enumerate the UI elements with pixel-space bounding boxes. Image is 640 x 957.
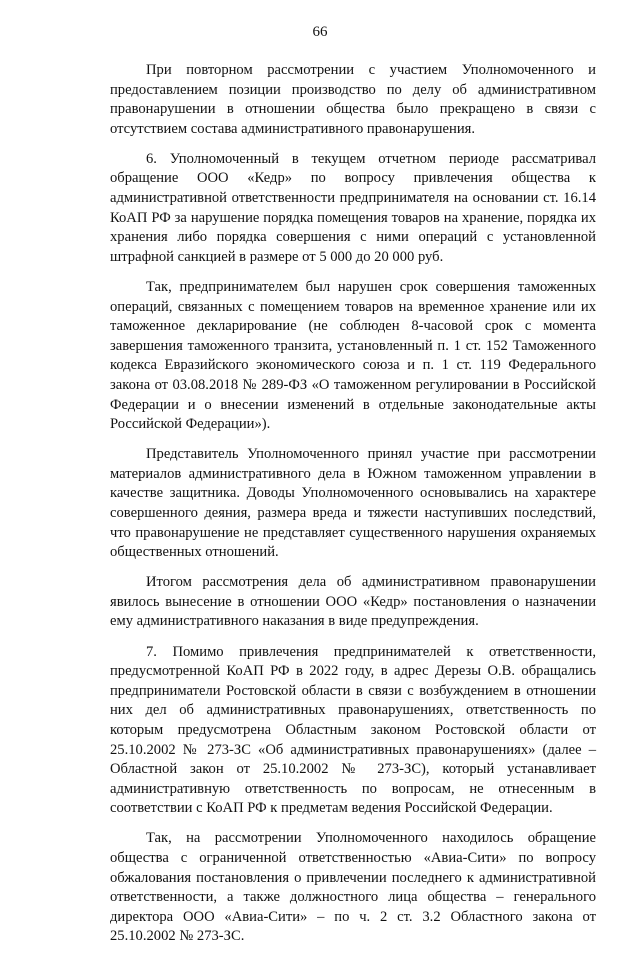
page-number: 66 [312,24,328,40]
document-body [110,61,596,957]
paragraph-case-result: Итогом рассмотрения дела об административном правонарушении явилось вынесение в отношении ООО «Кедр» постановления о назначении ему административного наказания в виде предупреждения. [110,574,596,630]
paragraph-avia-city-appeal: Так, на рассмотрении Уполномоченного находилось обращение общества с ограниченной ответственностью «Авиа-Сити» по вопросу обжалования постановления о привлечении последнего к административной ответственности, а также должностного лица общества – генерального директора ООО «Авиа-Сити» – по ч. 2 ст. 3.2 Областного закона от 25.10.2002 № 273-ЗС. [110,830,596,945]
paragraph-item-6-kedr-appeal: 6. Уполномоченный в текущем отчетном периоде рассматривал обращение ООО «Кедр» по вопросу привлечения общества к административной ответственности предпринимателя на основании ст. 16.14 КоАП РФ за нарушение порядка помещения товаров на хранение, порядка их хранения либо порядка совершения с ними операций с установленной штрафной санкцией в размере от 5 000 до 20 000 руб. [110,150,596,265]
paragraph-review-outcome: При повторном рассмотрении с участием Уполномоченного и предоставлением позиции производство по делу об административном правонарушении в отношении общества было прекращено в связи с отсутствием состава административного правонарушения. [110,62,596,137]
paragraph-customs-violation: Так, предпринимателем был нарушен срок совершения таможенных операций, связанных с помещением товаров на временное хранение или их таможенное декларирование (не соблюден 8-часовой срок с момента завершения таможенного транзита, установленный п. 1 ст. 152 Таможенного кодекса Евразийского экономического союза и п. 1 ст. 119 Федерального закона от 03.08.2018 № 289-ФЗ «О таможенном регулировании в Российской Федерации и о внесении изменений в отдельные законодательные акты Российской Федерации»). [110,278,596,433]
paragraph-item-7-regional-law: 7. Помимо привлечения предпринимателей к ответственности, предусмотренной КоАП РФ в 2022 году, в адрес Дерезы О.В. обращались предприниматели Ростовской области в связи с возбуждением в отношении них дел об административных правонарушениях, ответственность по которым предусмотрена Областным законом Ростовской области от 25.10.2002 № 273-ЗС «Об административных правонарушениях» (далее – Областной закон от 25.10.2002 № 273-ЗС), который устанавливает административную ответственность по вопросам, не отнесенным в соответствии с КоАП РФ к предметам ведения Российской Федерации. [110,643,596,817]
paragraph-representative-defense: Представитель Уполномоченного принял участие при рассмотрении материалов административного дела в Южном таможенном управлении в качестве защитника. Доводы Уполномоченного основывались на характере совершенного деяния, размера вреда и тяжести наступивших последствий, что правонарушение не представляет существенного нарушения охраняемых общественных отношений. [110,446,596,561]
